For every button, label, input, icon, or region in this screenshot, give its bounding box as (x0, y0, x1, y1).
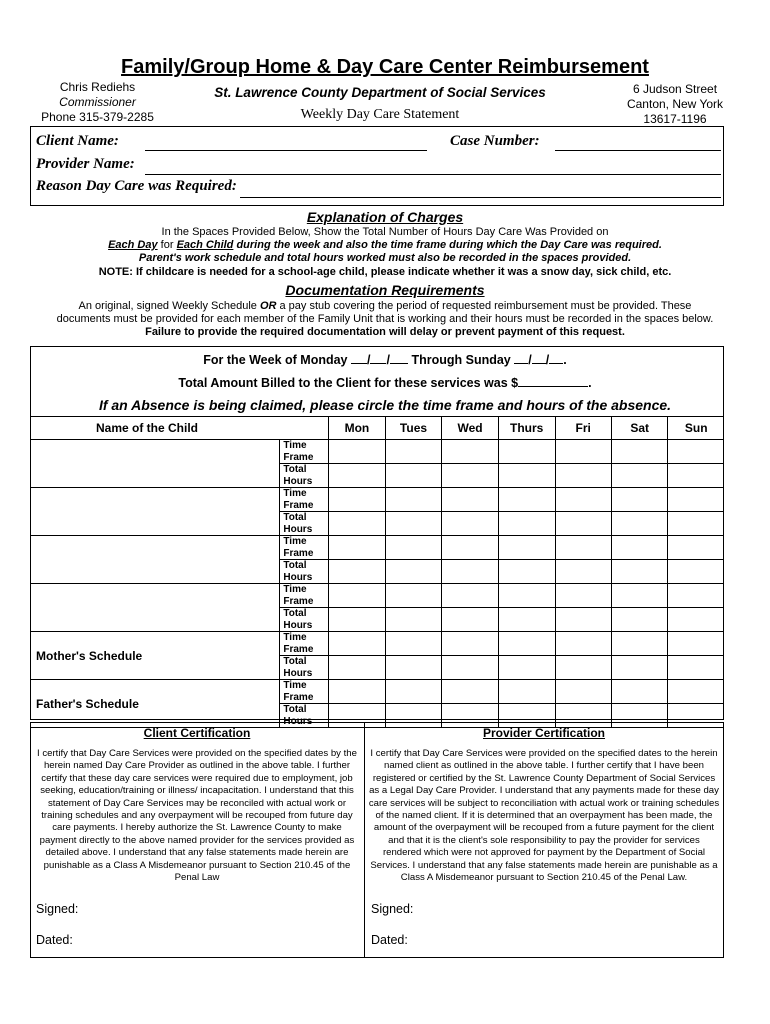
child-2-total-hours-wed-cell[interactable] (442, 512, 499, 536)
child-3-name-field[interactable] (30, 536, 280, 584)
child-2-time-frame-sat-cell[interactable] (611, 488, 667, 512)
child-2-total-hours-fri-cell[interactable] (555, 512, 611, 536)
time-frame-label: Time Frame (280, 440, 329, 464)
documentation-line-1b: a pay stub covering the period of requested reimbursement must be provided. These (276, 300, 692, 312)
client-dated-label: Dated: (36, 933, 73, 947)
father-schedule-time-frame-sun-cell[interactable] (668, 680, 724, 704)
child-4-total-hours-thurs-cell[interactable] (498, 608, 555, 632)
child-4-total-hours-fri-cell[interactable] (555, 608, 611, 632)
child-3-time-frame-sat-cell[interactable] (611, 536, 667, 560)
time-frame-label: Time Frame (280, 488, 329, 512)
child-1-time-frame-mon-cell[interactable] (329, 440, 386, 464)
mother-schedule-time-frame-sun-cell[interactable] (668, 632, 724, 656)
child-1-time-frame-thurs-cell[interactable] (498, 440, 555, 464)
child-3-total-hours-mon-cell[interactable] (329, 560, 386, 584)
client-certification-heading: Client Certification (143, 726, 251, 740)
explanation-line-2 (30, 239, 740, 252)
week-start-month-field[interactable] (351, 351, 367, 364)
explanation-line-2-rest: during the week and also the time frame during which the Day Care was required. (233, 239, 662, 251)
or-text: OR (259, 300, 277, 312)
week-end-day-field[interactable] (532, 351, 546, 364)
father-schedule-time-frame-mon-cell[interactable] (329, 680, 386, 704)
form-subtitle: Weekly Day Care Statement (300, 107, 460, 122)
client-signed-label: Signed: (36, 902, 79, 916)
child-4-total-hours-mon-cell[interactable] (329, 608, 386, 632)
child-4-name-field[interactable] (30, 584, 280, 632)
table-row (30, 632, 724, 656)
table-row (30, 440, 724, 464)
child-3-total-hours-sun-cell[interactable] (668, 560, 724, 584)
explanation-line-3: Parent's work schedule and total hours worked must also be recorded in the spaces provided. (138, 252, 632, 264)
provider-date-field[interactable] (422, 948, 718, 949)
each-day-text: Each Day (108, 239, 158, 251)
child-4-total-hours-sun-cell[interactable] (668, 608, 724, 632)
commissioner-title: Commissioner (59, 95, 136, 109)
time-frame-label: Time Frame (280, 632, 329, 656)
provider-signed-label: Signed: (371, 902, 414, 916)
mother-schedule-total-hours-wed-cell[interactable] (442, 656, 499, 680)
child-4-time-frame-mon-cell[interactable] (329, 584, 386, 608)
week-middle: Through Sunday (411, 353, 511, 367)
address-city: Canton, New York (626, 97, 724, 111)
child-4-total-hours-sat-cell[interactable] (611, 608, 667, 632)
child-3-time-frame-fri-cell[interactable] (555, 536, 611, 560)
child-4-total-hours-wed-cell[interactable] (442, 608, 499, 632)
child-2-total-hours-sun-cell[interactable] (668, 512, 724, 536)
child-1-total-hours-thurs-cell[interactable] (498, 464, 555, 488)
child-2-total-hours-sat-cell[interactable] (611, 512, 667, 536)
client-signature-field[interactable] (88, 917, 358, 918)
form-title: Family/Group Home & Day Care Center Reimbursement (121, 56, 649, 78)
mother-schedule-total-hours-thurs-cell[interactable] (498, 656, 555, 680)
name-of-child-header: Name of the Child (30, 417, 329, 440)
child-3-total-hours-thurs-cell[interactable] (498, 560, 555, 584)
child-4-total-hours-tues-cell[interactable] (385, 608, 442, 632)
mother-schedule-total-hours-sat-cell[interactable] (611, 656, 667, 680)
billed-line (0, 374, 770, 390)
period: . (563, 353, 567, 367)
provider-certification-text: I certify that Day Care Services were provided on the specified dates to the herein named client as outlined in the above table. I further certify that I have been registered or certified by the St. Lawrence County Department of Social Services as a Legal Day Care Provider. I understand that any payments made for these day care services will be subject to reconciliation with actual work or training schedules of the named client. If it is determined that an overpayment has been made, the amount of the overpayment will be recouped from a future payment for the client and that it is the client's sole responsibility to pay the provider for services rendered which were not approved for payment by the Department of Social Services. I understand that any false statements made herein are punishable as a Class A Misdemeanor pursuant to Section 210.45 of the Penal Law. (368, 748, 720, 884)
provider-signature-field[interactable] (422, 917, 718, 918)
commissioner-phone: Phone 315-379-2285 (41, 110, 154, 124)
child-1-total-hours-sat-cell[interactable] (611, 464, 667, 488)
explanation-line-1: In the Spaces Provided Below, Show the Total Number of Hours Day Care Was Provided on (161, 226, 609, 238)
address-zip: 13617-1196 (643, 112, 707, 126)
commissioner-name: Chris Rediehs (59, 80, 136, 94)
schedule-table-body (30, 440, 724, 728)
table-header-row (30, 417, 724, 440)
total-hours-label: Total Hours (280, 608, 329, 632)
child-2-time-frame-thurs-cell[interactable] (498, 488, 555, 512)
certification-divider (364, 722, 365, 958)
billed-label: Total Amount Billed to the Client for these services was $ (178, 376, 519, 390)
day-header-tues: Tues (385, 417, 442, 440)
mother-schedule-total-hours-sun-cell[interactable] (668, 656, 724, 680)
child-4-time-frame-thurs-cell[interactable] (498, 584, 555, 608)
child-4-time-frame-sun-cell[interactable] (668, 584, 724, 608)
week-start-day-field[interactable] (370, 351, 386, 364)
client-name-field[interactable] (145, 150, 427, 151)
slash: / (367, 353, 371, 367)
father-schedule-time-frame-wed-cell[interactable] (442, 680, 499, 704)
child-2-time-frame-wed-cell[interactable] (442, 488, 499, 512)
father-schedule-time-frame-tues-cell[interactable] (385, 680, 442, 704)
documentation-line-1a: An original, signed Weekly Schedule (78, 300, 260, 312)
mother-schedule-total-hours-fri-cell[interactable] (555, 656, 611, 680)
child-2-time-frame-fri-cell[interactable] (555, 488, 611, 512)
child-4-time-frame-wed-cell[interactable] (442, 584, 499, 608)
mother-schedule-label: Mother's Schedule (30, 632, 280, 680)
day-header-mon: Mon (329, 417, 386, 440)
child-3-time-frame-mon-cell[interactable] (329, 536, 386, 560)
documentation-line-1 (30, 300, 740, 313)
father-schedule-time-frame-sat-cell[interactable] (611, 680, 667, 704)
table-row (30, 488, 724, 512)
child-1-total-hours-tues-cell[interactable] (385, 464, 442, 488)
case-number-label: Case Number: (450, 133, 540, 149)
provider-certification-heading: Provider Certification (482, 726, 606, 740)
slash: / (545, 353, 550, 367)
child-3-total-hours-wed-cell[interactable] (442, 560, 499, 584)
for-text: for (157, 239, 177, 251)
address-street: 6 Judson Street (632, 82, 718, 96)
mother-schedule-time-frame-tues-cell[interactable] (385, 632, 442, 656)
child-1-time-frame-sat-cell[interactable] (611, 440, 667, 464)
agency-name: St. Lawrence County Department of Social Services (214, 85, 546, 100)
child-2-name-field[interactable] (30, 488, 280, 536)
child-2-total-hours-tues-cell[interactable] (385, 512, 442, 536)
documentation-line-2: documents must be provided for each member of the Family Unit that is working and their hours must be recorded in the spaces below. (56, 313, 714, 325)
child-1-time-frame-tues-cell[interactable] (385, 440, 442, 464)
child-3-time-frame-tues-cell[interactable] (385, 536, 442, 560)
each-child-text: Each Child (176, 239, 234, 251)
total-hours-label: Total Hours (280, 464, 329, 488)
child-3-total-hours-tues-cell[interactable] (385, 560, 442, 584)
child-1-total-hours-mon-cell[interactable] (329, 464, 386, 488)
week-start-year-field[interactable] (390, 351, 408, 364)
child-1-total-hours-wed-cell[interactable] (442, 464, 499, 488)
week-prefix: For the Week of Monday (203, 353, 348, 367)
explanation-note: NOTE: If childcare is needed for a school-age child, please indicate whether it was a snow day, sick child, etc. (98, 266, 672, 278)
child-3-total-hours-sat-cell[interactable] (611, 560, 667, 584)
day-header-fri: Fri (555, 417, 611, 440)
child-2-total-hours-mon-cell[interactable] (329, 512, 386, 536)
total-hours-label: Total Hours (280, 704, 329, 728)
mother-schedule-total-hours-mon-cell[interactable] (329, 656, 386, 680)
child-4-time-frame-tues-cell[interactable] (385, 584, 442, 608)
total-hours-label: Total Hours (280, 560, 329, 584)
mother-schedule-time-frame-thurs-cell[interactable] (498, 632, 555, 656)
child-3-time-frame-wed-cell[interactable] (442, 536, 499, 560)
child-2-time-frame-mon-cell[interactable] (329, 488, 386, 512)
client-date-field[interactable] (88, 948, 358, 949)
father-schedule-time-frame-fri-cell[interactable] (555, 680, 611, 704)
slash: / (386, 353, 390, 367)
week-end-year-field[interactable] (549, 351, 563, 364)
explanation-heading: Explanation of Charges (306, 209, 464, 225)
mother-schedule-total-hours-tues-cell[interactable] (385, 656, 442, 680)
day-header-wed: Wed (442, 417, 499, 440)
child-2-time-frame-tues-cell[interactable] (385, 488, 442, 512)
child-4-time-frame-sat-cell[interactable] (611, 584, 667, 608)
total-hours-label: Total Hours (280, 656, 329, 680)
case-number-field[interactable] (555, 150, 721, 151)
mother-schedule-time-frame-fri-cell[interactable] (555, 632, 611, 656)
child-3-time-frame-sun-cell[interactable] (668, 536, 724, 560)
week-line (0, 351, 770, 367)
reason-field[interactable] (240, 197, 721, 198)
father-schedule-label: Father's Schedule (30, 680, 280, 728)
documentation-heading: Documentation Requirements (285, 282, 485, 298)
client-certification-text: I certify that Day Care Services were provided on the specified dates by the herein named Day Care Provider as outlined in the above table. I further certify that these day care services were required due to employment, job seeking, education/training or illness/ incapacitation. I understand that this statement of Day Care Services may be reconciled with actual work or training schedules and any overpayment will be recouped from future day care payments. I hereby authorize the St. Lawrence County to make payment directly to the above named provider for the services provided as detailed above. I understand that any false statements made herein are punishable as a Class A Misdemeanor pursuant to Section 210.45 of the Penal Law (37, 748, 357, 884)
father-schedule-time-frame-thurs-cell[interactable] (498, 680, 555, 704)
child-1-total-hours-fri-cell[interactable] (555, 464, 611, 488)
table-row (30, 680, 724, 704)
schedule-table (30, 416, 724, 728)
child-3-time-frame-thurs-cell[interactable] (498, 536, 555, 560)
table-row (30, 584, 724, 608)
table-row (30, 536, 724, 560)
day-header-sun: Sun (668, 417, 724, 440)
child-2-time-frame-sun-cell[interactable] (668, 488, 724, 512)
slash: / (528, 353, 532, 367)
time-frame-label: Time Frame (280, 680, 329, 704)
period: . (588, 376, 592, 390)
provider-name-label: Provider Name: (36, 156, 135, 172)
reason-label: Reason Day Care was Required: (36, 178, 237, 194)
client-name-label: Client Name: (36, 133, 119, 149)
absence-instruction: If an Absence is being claimed, please circle the time frame and hours of the absence. (98, 397, 672, 413)
provider-name-field[interactable] (145, 174, 721, 175)
child-1-time-frame-fri-cell[interactable] (555, 440, 611, 464)
child-1-name-field[interactable] (30, 440, 280, 488)
child-4-time-frame-fri-cell[interactable] (555, 584, 611, 608)
week-end-month-field[interactable] (514, 351, 528, 364)
time-frame-label: Time Frame (280, 584, 329, 608)
documentation-warning: Failure to provide the required documentation will delay or prevent payment of this request. (145, 326, 625, 338)
child-1-time-frame-sun-cell[interactable] (668, 440, 724, 464)
day-header-sat: Sat (611, 417, 667, 440)
billed-amount-field[interactable] (518, 374, 588, 387)
child-3-total-hours-fri-cell[interactable] (555, 560, 611, 584)
mother-schedule-time-frame-sat-cell[interactable] (611, 632, 667, 656)
provider-dated-label: Dated: (371, 933, 408, 947)
time-frame-label: Time Frame (280, 536, 329, 560)
mother-schedule-time-frame-mon-cell[interactable] (329, 632, 386, 656)
day-header-thurs: Thurs (498, 417, 555, 440)
child-1-time-frame-wed-cell[interactable] (442, 440, 499, 464)
child-1-total-hours-sun-cell[interactable] (668, 464, 724, 488)
total-hours-label: Total Hours (280, 512, 329, 536)
mother-schedule-time-frame-wed-cell[interactable] (442, 632, 499, 656)
child-2-total-hours-thurs-cell[interactable] (498, 512, 555, 536)
